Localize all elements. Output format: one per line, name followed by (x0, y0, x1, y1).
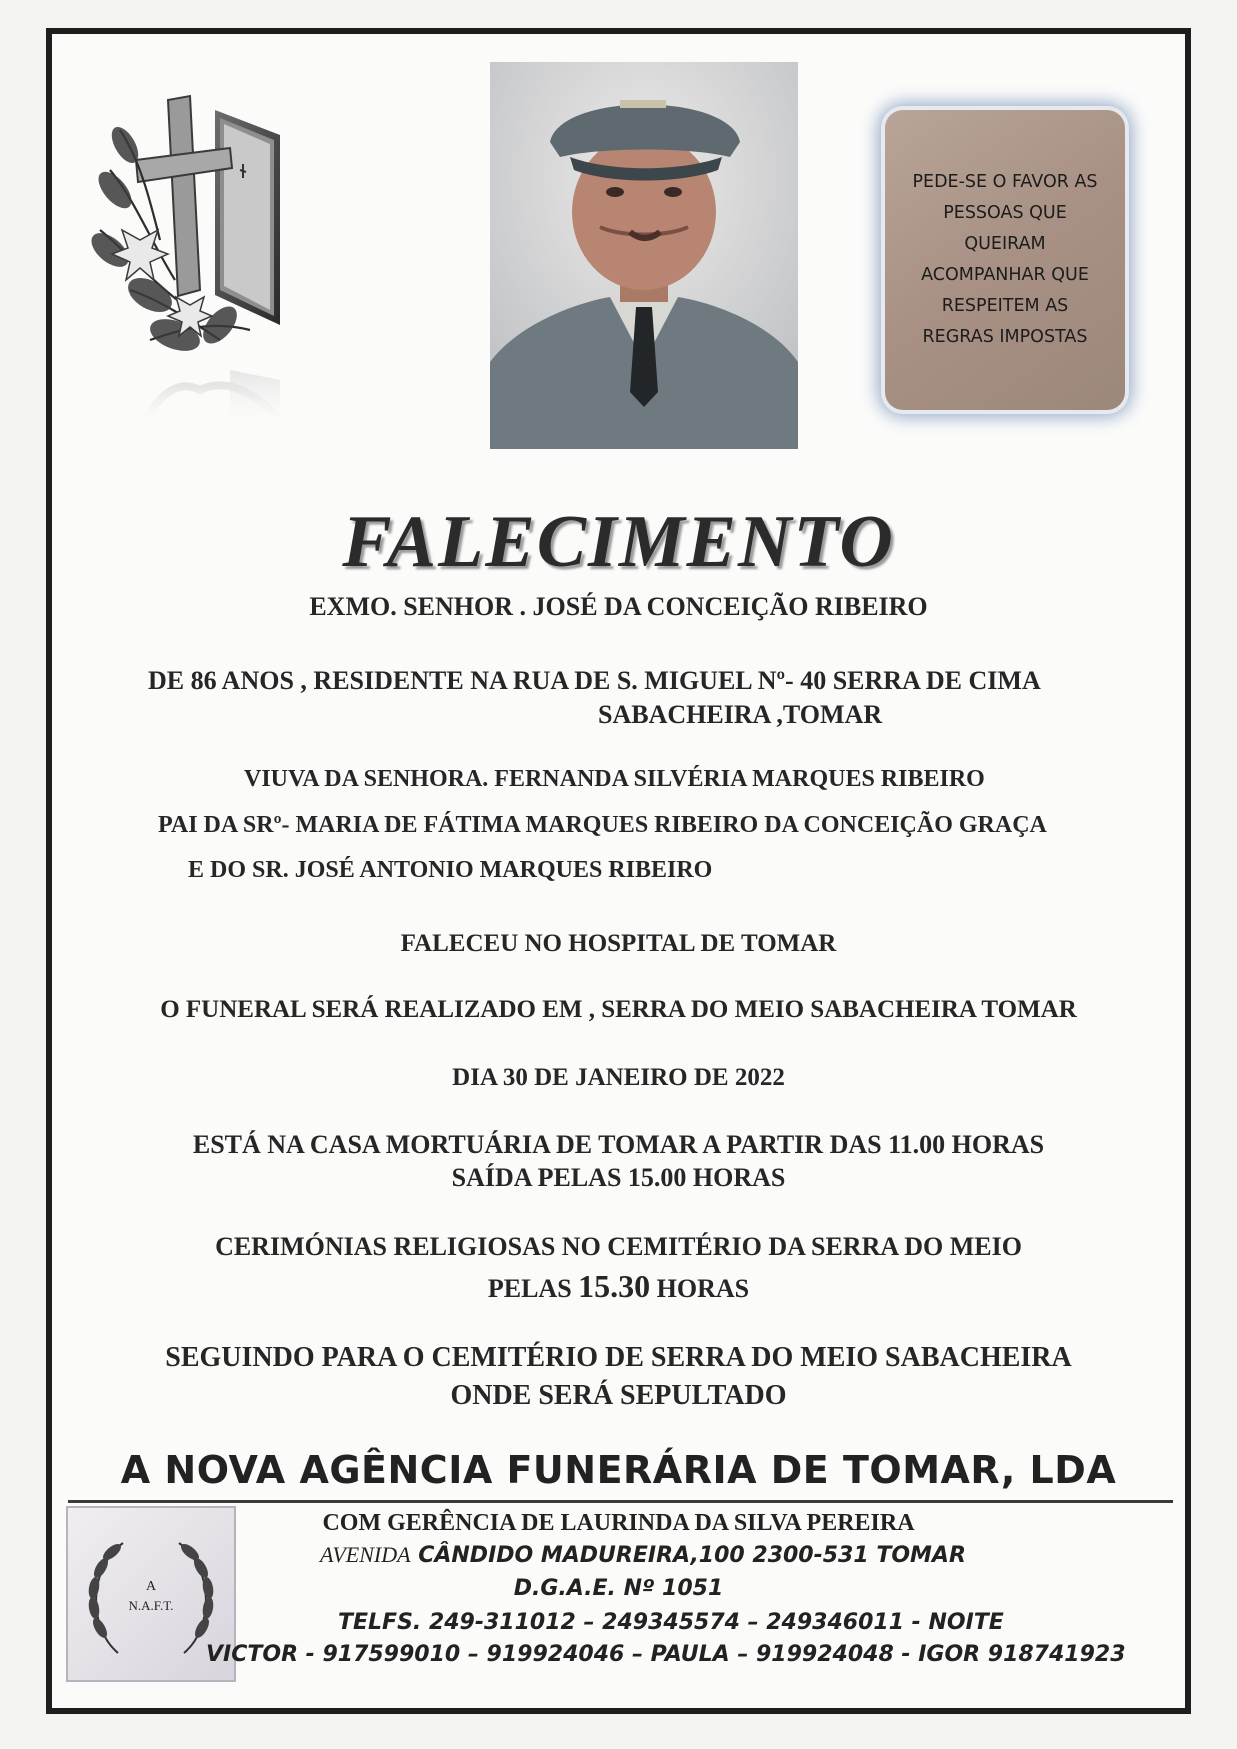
death-place: FALECEU NO HOSPITAL DE TOMAR (400, 930, 837, 957)
instructions-line: ACOMPANHAR QUE (921, 265, 1089, 285)
burial-line-1: SEGUINDO PARA O CEMITÉRIO DE SERRA DO MEIO SABACHEIRA (165, 1342, 1072, 1373)
seal-initials: N.A.F.T. (128, 1598, 174, 1613)
burial-line-2: ONDE SERÁ SEPULTADO (450, 1380, 787, 1411)
agency-dgae: D.G.A.E. Nº 1051 (513, 1576, 724, 1601)
divider (68, 1500, 1173, 1503)
ceremony-line-2 (0, 1268, 1237, 1305)
deceased-name: EXMO. SENHOR . JOSÉ DA CONCEIÇÃO RIBEIRO (309, 592, 928, 621)
agency-night-contacts: VICTOR - 917599010 – 919924046 – PAULA – 919924048 - IGOR 918741923 (206, 1642, 1126, 1667)
ceremony-line-1: CERIMÓNIAS RELIGIOSAS NO CEMITÉRIO DA SERRA DO MEIO (215, 1232, 1022, 1261)
instructions-line: QUEIRAM (964, 234, 1046, 254)
address-value: CÂNDIDO MADUREIRA,100 2300-531 TOMAR (418, 1543, 966, 1568)
agency-address (320, 1542, 966, 1568)
wake-line-1: ESTÁ NA CASA MORTUÁRIA DE TOMAR A PARTIR DAS 11.00 HORAS (192, 1130, 1045, 1159)
wake-line-2: SAÍDA PELAS 15.00 HORAS (451, 1163, 786, 1192)
residence-line-1: DE 86 ANOS , RESIDENTE NA RUA DE S. MIGUEL Nº- 40 SERRA DE CIMA (148, 666, 1041, 695)
family-line-2: PAI DA SRº- MARIA DE FÁTIMA MARQUES RIBEIRO DA CONCEIÇÃO GRAÇA (158, 812, 1047, 838)
family-line-1: VIUVA DA SENHORA. FERNANDA SILVÉRIA MARQUES RIBEIRO (244, 766, 985, 792)
instructions-line: REGRAS IMPOSTAS (922, 327, 1088, 347)
instructions-line: RESPEITEM AS (941, 296, 1069, 316)
portrait-photo (490, 62, 798, 449)
agency-name: A NOVA AGÊNCIA FUNERÁRIA DE TOMAR, LDA (120, 1448, 1117, 1492)
ceremony-pelas: PELAS (487, 1274, 572, 1303)
instructions-line: PESSOAS QUE (943, 203, 1067, 223)
instructions-panel (885, 110, 1125, 410)
funeral-place: O FUNERAL SERÁ REALIZADO EM , SERRA DO MEIO SABACHEIRA TOMAR (160, 996, 1077, 1023)
ceremony-horas: HORAS (656, 1274, 750, 1303)
address-prefix: AVENIDA (320, 1542, 411, 1567)
family-line-3: E DO SR. JOSÉ ANTONIO MARQUES RIBEIRO (188, 857, 713, 883)
seal-letter: A (145, 1579, 157, 1594)
agency-management: COM GERÊNCIA DE LAURINDA DA SILVA PEREIRA (322, 1510, 915, 1536)
ceremony-time: 15.30 (578, 1268, 651, 1304)
agency-phones: TELFS. 249-311012 – 249345574 – 249346011 - NOITE (338, 1610, 1004, 1635)
cross-lily-ornament-icon (80, 90, 330, 450)
funeral-date: DIA 30 DE JANEIRO DE 2022 (452, 1064, 785, 1091)
headline: FALECIMENTO (342, 501, 895, 583)
portrait-figure-icon (490, 62, 798, 449)
residence-line-2: SABACHEIRA ,TOMAR (598, 700, 883, 729)
instructions-line: PEDE-SE O FAVOR AS (912, 172, 1098, 192)
